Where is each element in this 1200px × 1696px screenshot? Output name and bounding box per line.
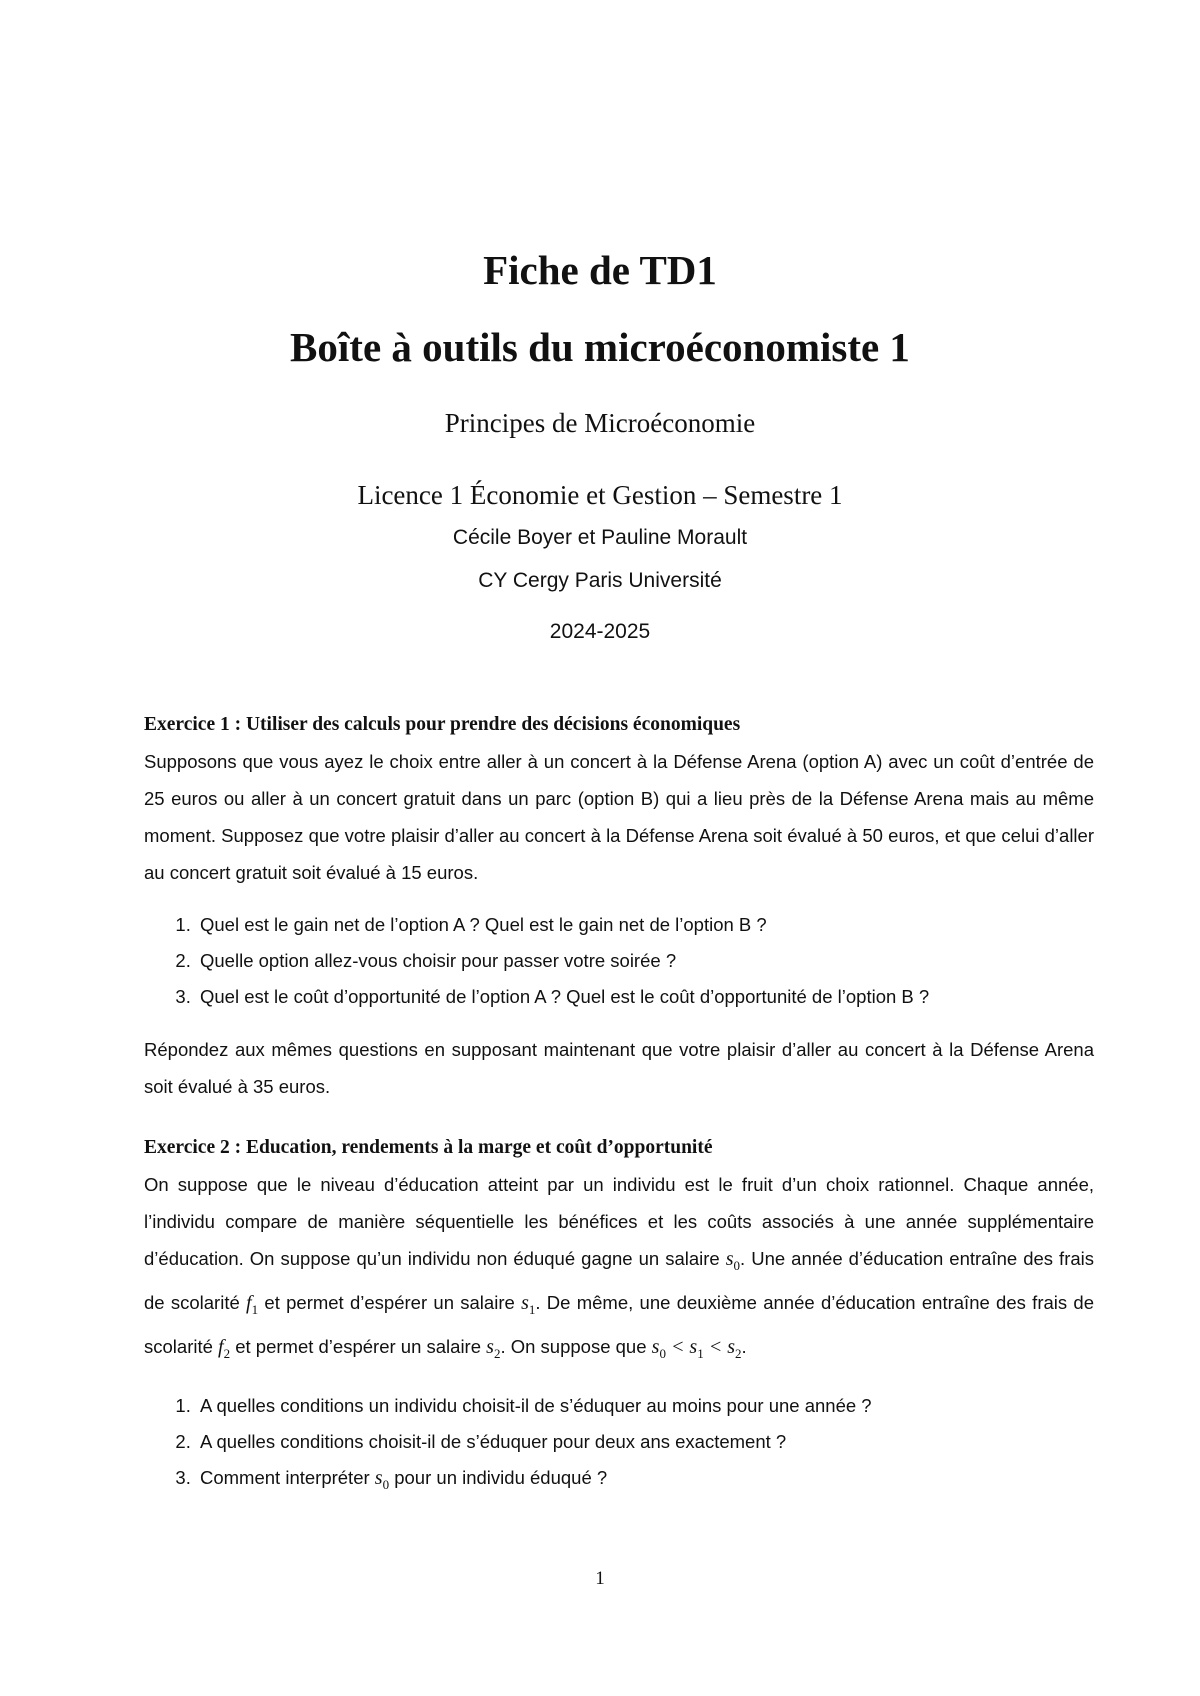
exercise-2-intro-text-2: . Une année d’éducation entraîne des frais de scolarité — [144, 1248, 1094, 1313]
exercise-1 — [144, 706, 1094, 1105]
exercise-2-intro-text-3: et permet d’espérer un salaire — [258, 1292, 522, 1313]
math-s0: $s_0$ — [725, 1248, 741, 1273]
exercise-2-question-3-before: Comment interpréter — [200, 1467, 375, 1488]
math-s1: $s_1$ — [521, 1292, 536, 1317]
program-line: Licence 1 Économie et Gestion – Semestre 1 — [357, 480, 843, 510]
page-number: 1 — [595, 1568, 605, 1589]
title-line-1: Fiche de TD1 — [483, 247, 717, 293]
exercise-2-intro — [144, 1166, 1094, 1372]
exercise-2-question-2: 2. A quelles conditions choisit-il de s’éduquer pour deux ans exactement ? — [196, 1424, 1094, 1460]
exercise-2-intro-end: . — [741, 1336, 747, 1357]
exercise-2-questions — [144, 1388, 1094, 1503]
exercise-2-question-3 — [196, 1460, 1094, 1503]
math-s2: $s_2$ — [486, 1336, 501, 1361]
course-name: Principes de Microéconomie — [444, 408, 756, 438]
exercise-1-followup: Répondez aux mêmes questions en supposant maintenant que votre plaisir d’aller au concert à la Défense Arena soit évalué à 35 euros. — [144, 1039, 1094, 1097]
authors: Cécile Boyer et Pauline Morault — [452, 526, 748, 549]
exercise-2 — [144, 1129, 1094, 1503]
exercise-1-question-2: 2. Quelle option allez-vous choisir pour passer votre soirée ? — [196, 943, 1094, 979]
exercise-2-intro-text-4: . De même, une deuxième année d’éducation entraîne des frais de scolarité — [144, 1292, 1094, 1357]
exercise-1-questions — [144, 907, 1094, 1015]
exercise-1-intro: Supposons que vous ayez le choix entre aller à un concert à la Défense Arena (option A) avec un coût d’entrée de 25 euros ou aller à un concert gratuit dans un parc (option B) qui a lieu près de la Défense Arena mais au même moment. Supposez que votre plaisir d’aller au concert à la Défense Arena soit évalué à 50 euros, et que celui d’aller au concert gratuit soit évalué à 15 euros. — [144, 751, 1094, 883]
math-f1: $f_1$ — [246, 1292, 259, 1317]
title-line-2: Boîte à outils du microéconomiste 1 — [290, 324, 910, 370]
exercise-2-question-1: 1. A quelles conditions un individu choisit-il de s’éduquer au moins pour une année ? — [196, 1388, 1094, 1424]
exercise-2-title: Exercice 2 : Education, rendements à la marge et coût d’opportunité — [144, 1137, 713, 1158]
math-inequality: $s_0 < s_1 < s_2$ — [651, 1336, 742, 1361]
exercise-1-question-3: 3. Quel est le coût d’opportunité de l’option A ? Quel est le coût d’opportunité de l’option B ? — [196, 979, 1094, 1015]
math-s0-q3: $s_0$ — [374, 1467, 390, 1492]
exercise-2-intro-text-1: On suppose que le niveau d’éducation atteint par un individu est le fruit d’un choix rationnel. Chaque année, l’individu compare de manière séquentielle les bénéfices et les coûts associés à une année supplémentaire d’éducation. On suppose qu’un individu non éduqué gagne un salaire — [144, 1174, 1094, 1269]
exercise-2-question-3-after: pour un individu éduqué ? — [389, 1467, 608, 1488]
academic-year: 2024-2025 — [549, 620, 651, 643]
math-f2: $f_2$ — [218, 1336, 231, 1361]
exercise-1-title: Exercice 1 : Utiliser des calculs pour prendre des décisions économiques — [144, 714, 741, 735]
exercise-2-intro-text-6: . On suppose que — [500, 1336, 652, 1357]
exercise-1-question-1: 1. Quel est le gain net de l’option A ? Quel est le gain net de l’option B ? — [196, 907, 1094, 943]
exercise-2-intro-text-5: et permet d’espérer un salaire — [230, 1336, 487, 1357]
university: CY Cergy Paris Université — [478, 569, 722, 592]
